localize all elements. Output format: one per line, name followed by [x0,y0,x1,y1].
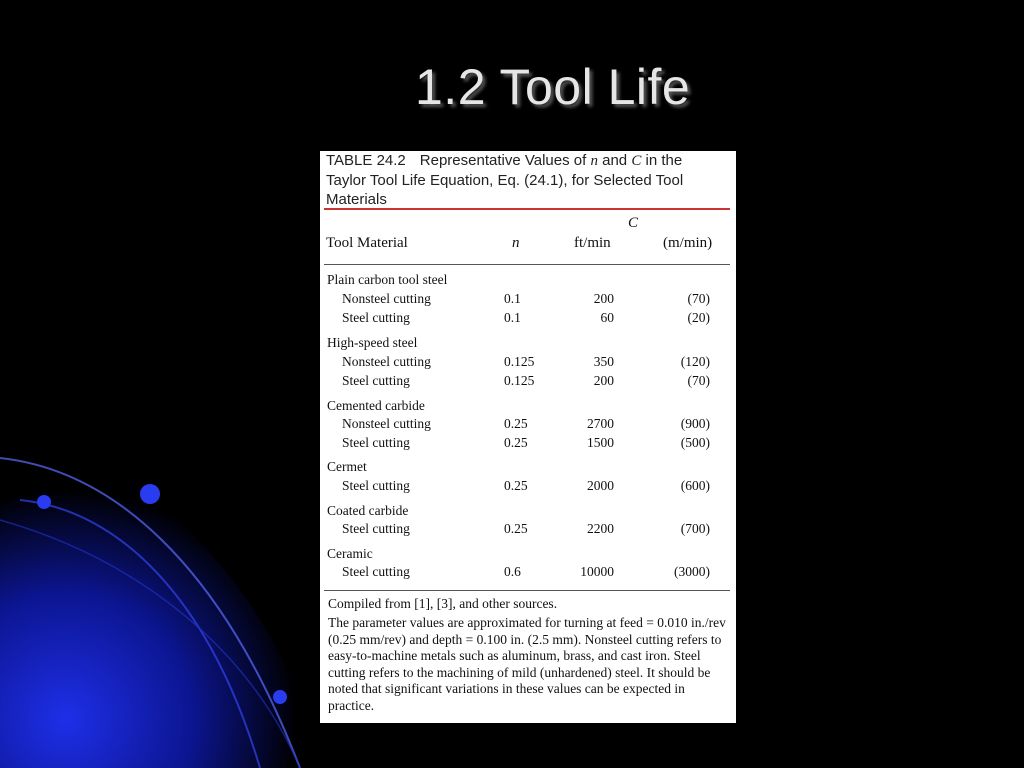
table-row-ft-min: 200 [593,373,614,388]
table-row-ft-min: 350 [593,354,614,369]
table-row-n: 0.1 [504,310,521,325]
table-row-material: Nonsteel cutting [342,291,431,306]
table-row-material: Steel cutting [342,478,410,493]
caption-n-symbol: n [590,153,598,169]
table-row-m-min: (700) [680,521,710,536]
table-group-label: Plain carbon tool steel [327,272,448,287]
caption-and: and [597,152,632,169]
table-row-n: 0.6 [504,564,521,579]
header-tool-material: Tool Material [326,235,408,251]
header-rule [324,264,730,265]
swoosh-dot-3 [273,690,287,704]
table-group-label: Cermet [327,459,367,474]
table-row-material: Steel cutting [342,373,410,388]
taylor-table-image [320,151,736,723]
caption-part-1: Representative Values of [419,152,591,169]
table-row-material: Steel cutting [342,564,410,579]
table-row-ft-min: 1500 [587,435,614,450]
table-row-ft-min: 2200 [587,521,614,536]
table-row-m-min: (900) [680,416,710,431]
table-row-ft-min: 200 [593,291,614,306]
header-c: C [628,215,639,231]
table-row-material: Nonsteel cutting [342,354,431,369]
table-group-label: Ceramic [327,546,373,561]
table-row-n: 0.25 [504,435,528,450]
table-row-m-min: (500) [680,435,710,450]
caption-c-symbol: C [631,153,642,169]
table-row-material: Steel cutting [342,310,410,325]
table-caption-label: TABLE 24.2 [326,152,406,169]
body-rule [324,590,730,591]
caption-part-2: in the Taylor Tool Life Equation, Eq. (24.1), for Selected Tool Materials [326,152,684,208]
table-row-m-min: (70) [687,373,710,388]
table-row-n: 0.125 [504,373,535,388]
caption-rule [324,208,730,210]
table-row-n: 0.25 [504,478,528,493]
table-row-material: Nonsteel cutting [342,416,431,431]
table-row-ft-min: 60 [600,310,614,325]
table-row-material: Steel cutting [342,435,410,450]
header-n: n [512,235,520,251]
table-row-ft-min: 10000 [580,564,614,579]
table-row-m-min: (70) [687,291,710,306]
table-row-m-min: (3000) [674,564,710,579]
header-ft-min: ft/min [574,235,611,251]
table-group-label: Coated carbide [327,503,409,518]
table-row-n: 0.1 [504,291,521,306]
table-group-label: High-speed steel [327,335,418,350]
table-caption [326,151,726,209]
table-row-ft-min: 2000 [587,478,614,493]
footnote-conditions: The parameter values are approximated for turning at feed = 0.010 in./rev (0.25 mm/rev) and depth = 0.100 in. (2.5 mm). Nonsteel cutting refers to easy-to-machine metals such as aluminum, brass, and cast iron. Steel cutting refers to the machining of mild (unhardened) steel. It should be noted that significant variations in these values can be expected in practice. [328,615,726,713]
header-m-min: (m/min) [663,235,713,251]
table-row-m-min: (600) [680,478,710,493]
table-row-m-min: (20) [687,310,710,325]
footnote-sources: Compiled from [1], [3], and other sources. [328,596,558,611]
table-row-n: 0.25 [504,521,528,536]
slide-title: 1.2 Tool Life [415,59,691,115]
swoosh-dot-2 [37,495,51,509]
swoosh-dot-1 [140,484,160,504]
table-row-m-min: (120) [680,354,710,369]
table-row-ft-min: 2700 [587,416,614,431]
table-row-material: Steel cutting [342,521,410,536]
table-row-n: 0.25 [504,416,528,431]
table-row-n: 0.125 [504,354,535,369]
table-group-label: Cemented carbide [327,398,425,413]
